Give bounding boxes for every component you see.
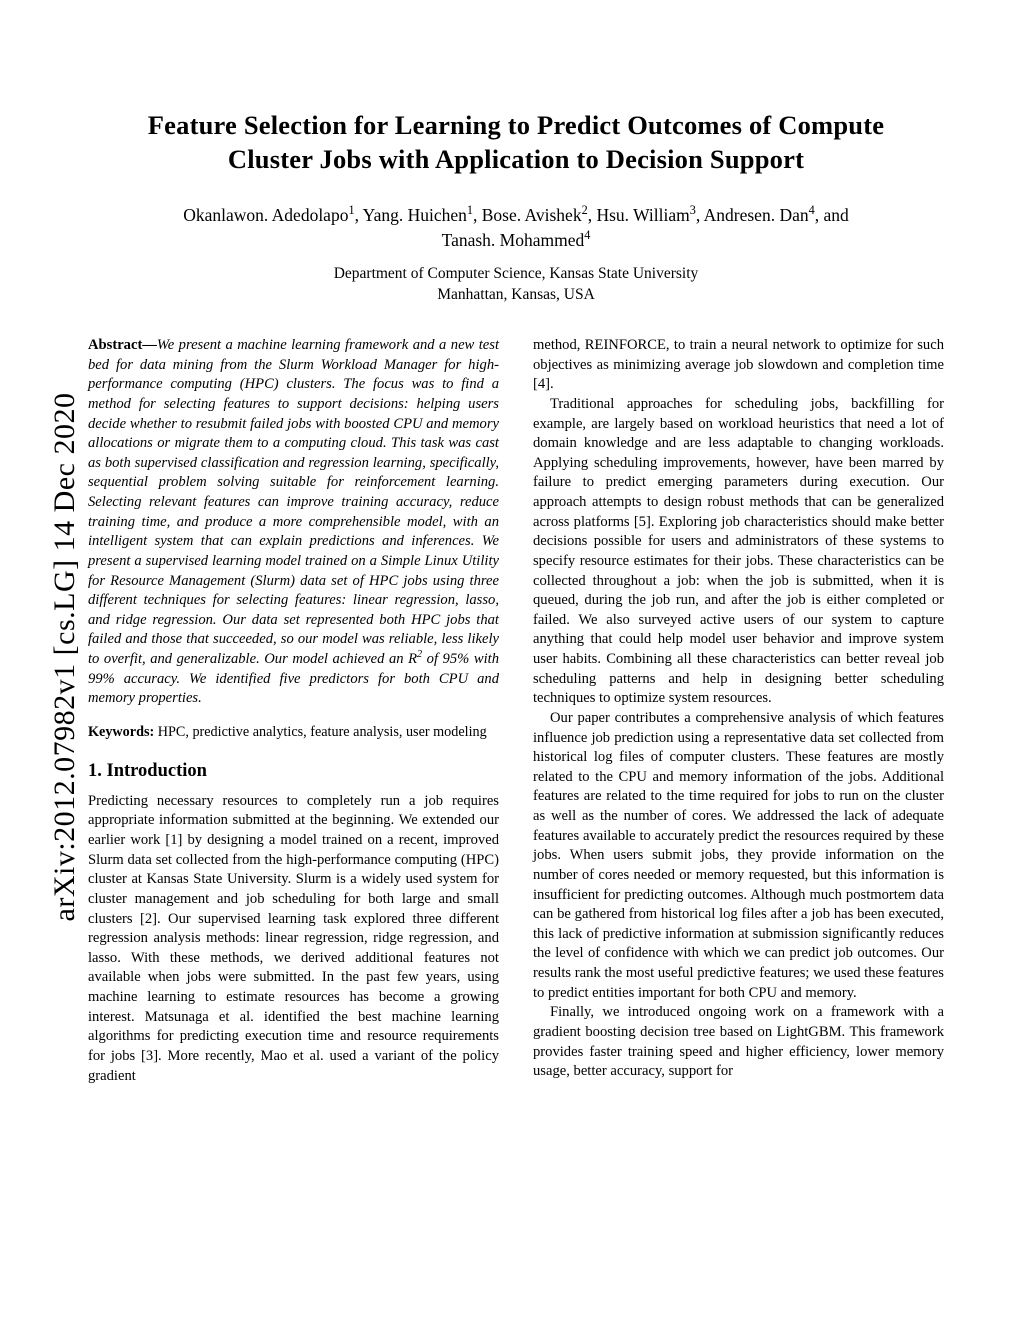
body-columns	[88, 336, 944, 1086]
author-affil-marker: 1	[466, 203, 473, 218]
intro-paragraph-3: Our paper contributes a comprehensive analysis of which features influence job prediction using a representative data set collected from historical log files of computer clusters. These features are mostly related to the CPU and memory information of the jobs. Additional features are related to the time required for jobs to run on the cluster as well as the number of cores. We addressed the lack of adequate features available to accurately predict the resources required by these jobs. When users submit jobs, they provide information on the number of cores needed or memory requested, but this information is insufficient for predicting outcomes. Although much postmortem data can be gathered from historical log files after a job has been executed, this lack of predictive information at submission significantly reduces the level of confidence with which we can predict job outcomes. Our results rank the most useful predictive features; we used these features to predict entities important for both CPU and memory.	[533, 709, 944, 1001]
author-affil-marker: 4	[584, 228, 591, 243]
intro-paragraph-part-1: Predicting necessary resources to completely run a job requires appropriate information submitted at the beginning. We extended our earlier work [1] by designing a model trained on a recent, improved Slurm data set collected from the high-performance computing (HPC) cluster at Kansas State University. Slurm is a widely used system for cluster management and job scheduling for both large and small clusters [2]. Our supervised learning task explored three different regression analysis methods: linear regression, ridge regression, and lasso. With these methods, we derived additional features not available when jobs were submitted. In the past few years, using machine learning to estimate resources has become a growing interest. Matsunaga et al. identified the best machine learning algorithms for predicting execution time and resource requirements for jobs [3]. More recently, Mao et al. used a variant of the policy gradient	[88, 792, 499, 1084]
abstract-block	[88, 336, 499, 709]
intro-paragraph-4: Finally, we introduced ongoing work on a framework with a gradient boosting decision tree based on LightGBM. This framework provides faster training speed and higher efficiency, lower memory usage, better accuracy, support for	[533, 1004, 944, 1080]
page-title: Feature Selection for Learning to Predict Outcomes of Compute Cluster Jobs with Application to Decision Support	[147, 110, 885, 175]
affiliation-line-2: Manhattan, Kansas, USA	[437, 286, 595, 304]
author-affil-marker: 3	[689, 203, 696, 218]
paper-page	[88, 108, 944, 1086]
keywords-text: HPC, predictive analytics, feature analysis, user modeling	[157, 723, 487, 740]
keywords-block	[88, 723, 499, 742]
author-line-1: Okanlawon. Adedolapo$^1$, Yang. Huichen$^1$, Bose. Avishek$^2$, Hsu. William$^3$, Andresen. Dan$^4$, and	[183, 203, 849, 225]
author-affil-marker: 1	[348, 203, 355, 218]
author-affil-marker: 4	[808, 203, 815, 218]
author-line-2: Tanash. Mohammed$^4$	[441, 228, 591, 251]
keywords-label: Keywords:	[88, 723, 155, 740]
abstract-text: We present a machine learning framework and a new test bed for data mining from the Slurm Workload Manager for high-performance computing (HPC) clusters. The focus was to find a method for selecting features to support decisions: helping users decide whether to resubmit failed jobs with boosted CPU and memory allocations or migrate them to a computing cloud. This task was cast as both supervised classification and regression learning, specifically, sequential problem solving suitable for reinforcement learning. Selecting relevant features can improve training accuracy, reduce training time, and produce a more comprehensible model, with an intelligent system that can explain predictions and inferences. We present a supervised learning model trained on a Simple Linux Utility for Resource Management (Slurm) data set of HPC jobs using three different techniques for selecting features: linear regression, lasso, and ridge regression. Our data set represented both HPC jobs that failed and those that succeeded, so our model was reliable, less likely to overfit, and generalizable. Our model achieved an $R^2$ of 95% with 99% accuracy. We identified five predictors for both CPU and memory properties.	[88, 337, 499, 707]
affiliation-line-1: Department of Computer Science, Kansas State University	[333, 264, 699, 282]
author-list	[88, 203, 944, 254]
arxiv-identifier-stamp: arXiv:2012.07982v1 [cs.LG] 14 Dec 2020	[48, 392, 81, 922]
intro-paragraph-part-2: method, REINFORCE, to train a neural network to optimize for such objectives as minimizing average job slowdown and completion time [4].	[533, 337, 944, 393]
section-heading-introduction: 1. Introduction	[88, 760, 207, 781]
abstract-label: Abstract—	[88, 337, 157, 353]
affiliation-block	[88, 263, 944, 306]
author-affil-marker: 2	[581, 203, 588, 218]
intro-paragraph-2: Traditional approaches for scheduling jobs, backfilling for example, are largely based on workload heuristics that need a lot of domain knowledge and are less adaptable to changing workloads. Applying scheduling improvements, however, have been marred by failure to predict emerging parameters during execution. Our approach attempts to design robust methods that can be generalized across platforms [5]. Exploring job characteristics should make better decisions possible for users and administrators of these systems to specify resource estimates for their jobs. These characteristics can be collected throughout a job: when the job is submitted, when it is queued, during the job run, and after the job is either completed or failed. We also surveyed active users of our system to capture anything that could help model user behavior and improve system user habits. Combining all these characteristics can better reveal job scheduling patterns and help in designing better scheduling techniques to optimize system resources.	[533, 395, 944, 707]
left-column	[88, 336, 499, 1086]
right-column	[533, 336, 944, 1086]
